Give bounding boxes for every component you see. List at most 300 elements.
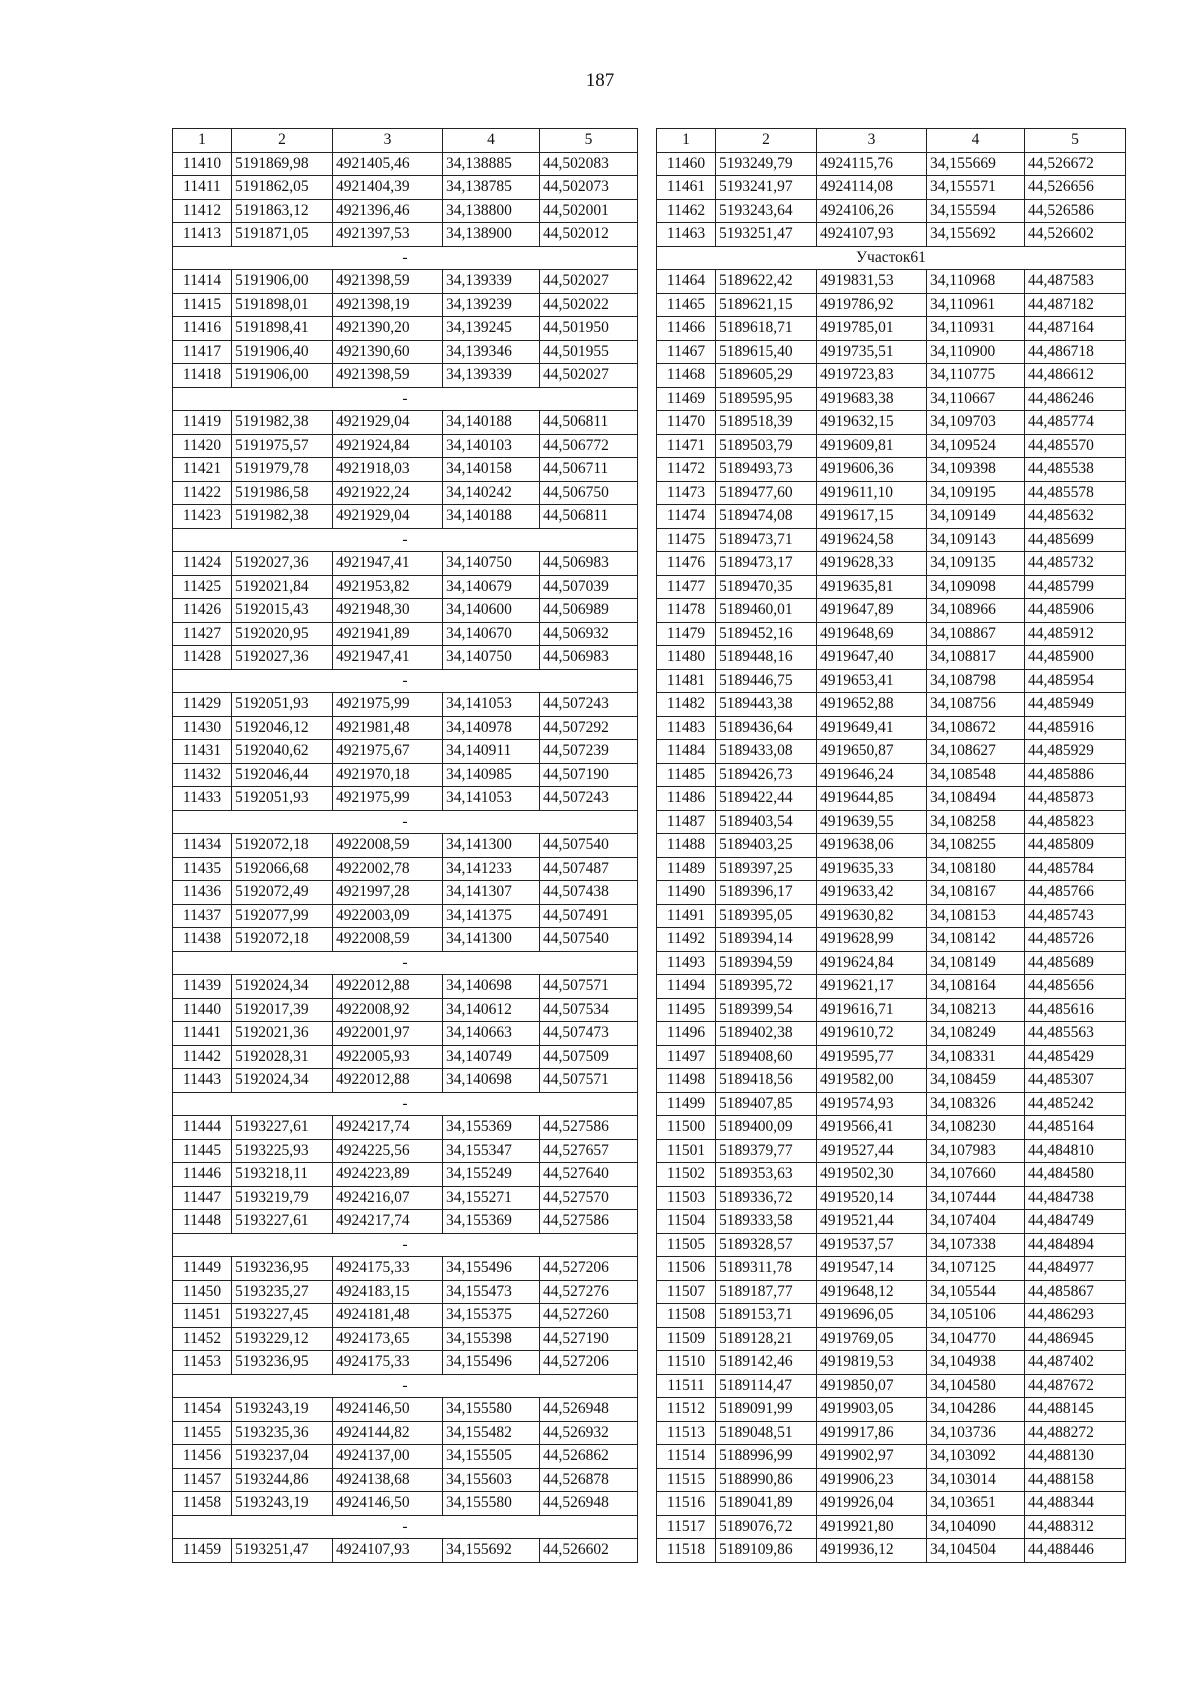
coordinate-cell: 5192077,99 (232, 904, 333, 928)
table-body-right (657, 152, 1126, 1562)
coordinate-cell: 4919582,00 (817, 1069, 927, 1093)
coordinate-cell: 4919917,86 (817, 1421, 927, 1445)
point-number-cell: 11458 (173, 1492, 232, 1516)
coordinate-cell: 5189114,47 (716, 1374, 817, 1398)
table-row (173, 716, 638, 740)
coordinate-cell: 4921975,67 (333, 740, 443, 764)
table-row (657, 1351, 1126, 1375)
table-row (173, 1468, 638, 1492)
point-number-cell: 11516 (657, 1492, 716, 1516)
table-row (657, 1327, 1126, 1351)
coordinate-cell: 4924146,50 (333, 1398, 443, 1422)
coordinate-cell: 4922001,97 (333, 1022, 443, 1046)
coordinate-cell: 4919635,33 (817, 857, 927, 881)
coordinate-cell: 34,110667 (927, 387, 1025, 411)
point-number-cell: 11440 (173, 998, 232, 1022)
point-number-cell: 11492 (657, 928, 716, 952)
coordinate-cell: 5192024,34 (232, 1069, 333, 1093)
table-header-row (173, 129, 638, 153)
coordinate-cell: 44,486718 (1025, 340, 1126, 364)
point-number-cell: 11433 (173, 787, 232, 811)
point-number-cell: 11449 (173, 1257, 232, 1281)
coordinate-cell: 44,526656 (1025, 176, 1126, 200)
coordinate-cell: 34,138785 (443, 176, 540, 200)
point-number-cell: 11452 (173, 1327, 232, 1351)
coordinate-cell: 4921396,46 (333, 199, 443, 223)
coordinate-cell: 5189422,44 (716, 787, 817, 811)
coordinate-cell: 5191982,38 (232, 411, 333, 435)
point-number-cell: 11473 (657, 481, 716, 505)
point-number-cell: 11496 (657, 1022, 716, 1046)
coordinate-cell: 34,108756 (927, 693, 1025, 717)
coordinate-cell: 44,485538 (1025, 458, 1126, 482)
coordinate-cell: 34,109398 (927, 458, 1025, 482)
coordinate-cell: 44,486945 (1025, 1327, 1126, 1351)
section-separator-row (173, 1233, 638, 1257)
coordinate-cell: 34,110900 (927, 340, 1025, 364)
coordinate-cell: 44,485743 (1025, 904, 1126, 928)
coordinate-cell: 5192066,68 (232, 857, 333, 881)
coordinate-cell: 34,108867 (927, 622, 1025, 646)
point-number-cell: 11455 (173, 1421, 232, 1445)
point-number-cell: 11466 (657, 317, 716, 341)
table-row (173, 787, 638, 811)
table-row (657, 1421, 1126, 1445)
table-row (657, 458, 1126, 482)
coordinate-cell: 34,108213 (927, 998, 1025, 1022)
coordinate-cell: 34,140750 (443, 552, 540, 576)
table-row (657, 340, 1126, 364)
coordinate-cell: 34,140985 (443, 763, 540, 787)
coordinate-cell: 4924107,93 (333, 1539, 443, 1563)
coordinate-cell: 5189477,60 (716, 481, 817, 505)
point-number-cell: 11515 (657, 1468, 716, 1492)
coordinate-cell: 44,527206 (540, 1257, 638, 1281)
coordinate-cell: 34,109135 (927, 552, 1025, 576)
coordinate-cell: 4919606,36 (817, 458, 927, 482)
coordinate-cell: 5189474,08 (716, 505, 817, 529)
coordinate-cell: 4924175,33 (333, 1257, 443, 1281)
point-number-cell: 11457 (173, 1468, 232, 1492)
coordinate-cell: 34,104504 (927, 1539, 1025, 1563)
point-number-cell: 11434 (173, 834, 232, 858)
point-number-cell: 11495 (657, 998, 716, 1022)
coordinate-cell: 5192021,84 (232, 575, 333, 599)
coordinate-cell: 44,485563 (1025, 1022, 1126, 1046)
coordinate-cell: 44,502083 (540, 152, 638, 176)
coordinate-cell: 34,108548 (927, 763, 1025, 787)
coordinate-cell: 5189041,89 (716, 1492, 817, 1516)
point-number-cell: 11446 (173, 1163, 232, 1187)
table-row (657, 270, 1126, 294)
section-separator: - (173, 1092, 638, 1116)
coordinate-cell: 5189446,75 (716, 669, 817, 693)
coordinate-cell: 5192051,93 (232, 787, 333, 811)
coordinate-cell: 4919610,72 (817, 1022, 927, 1046)
coordinate-cell: 44,485912 (1025, 622, 1126, 646)
table-row (173, 1398, 638, 1422)
coordinate-cell: 34,108255 (927, 834, 1025, 858)
coordinate-cell: 4921975,99 (333, 787, 443, 811)
coordinate-cell: 4919624,84 (817, 951, 927, 975)
col-header-3: 3 (333, 129, 443, 153)
coordinate-cell: 34,155369 (443, 1116, 540, 1140)
coordinate-cell: 5189353,63 (716, 1163, 817, 1187)
coordinate-cell: 4921975,99 (333, 693, 443, 717)
coordinate-cell: 4919683,38 (817, 387, 927, 411)
coordinate-cell: 44,526586 (1025, 199, 1126, 223)
table-row (173, 1492, 638, 1516)
table-row (657, 928, 1126, 952)
point-number-cell: 11417 (173, 340, 232, 364)
point-number-cell: 11464 (657, 270, 716, 294)
col-header-2: 2 (716, 129, 817, 153)
coordinate-cell: 5192021,36 (232, 1022, 333, 1046)
table-row (173, 176, 638, 200)
coordinate-cell: 4919639,55 (817, 810, 927, 834)
coordinate-cell: 5192072,18 (232, 834, 333, 858)
coordinate-cell: 34,155692 (443, 1539, 540, 1563)
coordinate-cell: 44,526602 (1025, 223, 1126, 247)
table-row (657, 975, 1126, 999)
coordinate-cell: 34,103651 (927, 1492, 1025, 1516)
coordinate-cell: 4922012,88 (333, 975, 443, 999)
coordinate-cell: 44,527260 (540, 1304, 638, 1328)
coordinate-cell: 34,140911 (443, 740, 540, 764)
point-number-cell: 11470 (657, 411, 716, 435)
table-row (173, 1163, 638, 1187)
table-row (657, 1468, 1126, 1492)
table-row (173, 1327, 638, 1351)
coordinate-cell: 5193243,64 (716, 199, 817, 223)
section-separator: - (173, 1233, 638, 1257)
coordinate-cell: 4924114,08 (817, 176, 927, 200)
coordinates-table-left (172, 128, 638, 1563)
coordinate-cell: 44,502022 (540, 293, 638, 317)
coordinate-cell: 5193241,97 (716, 176, 817, 200)
coordinate-cell: 5191982,38 (232, 505, 333, 529)
coordinate-cell: 5193237,04 (232, 1445, 333, 1469)
table-row (657, 1092, 1126, 1116)
coordinate-cell: 44,485307 (1025, 1069, 1126, 1093)
coordinate-cell: 5191871,05 (232, 223, 333, 247)
point-number-cell: 11499 (657, 1092, 716, 1116)
coordinate-cell: 34,155496 (443, 1351, 540, 1375)
point-number-cell: 11480 (657, 646, 716, 670)
coordinate-cell: 5189403,54 (716, 810, 817, 834)
coordinate-cell: 44,485242 (1025, 1092, 1126, 1116)
coordinate-cell: 4921405,46 (333, 152, 443, 176)
coordinate-cell: 34,108180 (927, 857, 1025, 881)
point-number-cell: 11419 (173, 411, 232, 435)
point-number-cell: 11518 (657, 1539, 716, 1563)
table-row (173, 270, 638, 294)
coordinate-cell: 4921398,59 (333, 270, 443, 294)
coordinate-cell: 44,506932 (540, 622, 638, 646)
coordinate-cell: 44,526948 (540, 1398, 638, 1422)
coordinate-cell: 44,485616 (1025, 998, 1126, 1022)
table-row (657, 1398, 1126, 1422)
point-number-cell: 11443 (173, 1069, 232, 1093)
point-number-cell: 11451 (173, 1304, 232, 1328)
coordinate-cell: 34,110968 (927, 270, 1025, 294)
coordinate-cell: 44,484894 (1025, 1233, 1126, 1257)
coordinate-cell: 44,487182 (1025, 293, 1126, 317)
coordinate-cell: 5189473,71 (716, 528, 817, 552)
table-row (657, 1515, 1126, 1539)
coordinate-cell: 44,502027 (540, 270, 638, 294)
table-row (657, 857, 1126, 881)
coordinate-cell: 4924115,76 (817, 152, 927, 176)
table-row (173, 458, 638, 482)
coordinate-cell: 5193218,11 (232, 1163, 333, 1187)
coordinate-cell: 5191862,05 (232, 176, 333, 200)
coordinate-cell: 5189443,38 (716, 693, 817, 717)
coordinate-cell: 4919647,40 (817, 646, 927, 670)
table-row (173, 881, 638, 905)
table-row (657, 1210, 1126, 1234)
point-number-cell: 11517 (657, 1515, 716, 1539)
coordinate-cell: 4919819,53 (817, 1351, 927, 1375)
coordinate-cell: 5193219,79 (232, 1186, 333, 1210)
table-row (173, 1139, 638, 1163)
coordinate-cell: 4921947,41 (333, 552, 443, 576)
coordinate-cell: 4924225,56 (333, 1139, 443, 1163)
coordinate-cell: 5193251,47 (716, 223, 817, 247)
coordinate-cell: 4924137,00 (333, 1445, 443, 1469)
section-separator-row (173, 387, 638, 411)
coordinate-cell: 34,107444 (927, 1186, 1025, 1210)
coordinate-cell: 5192046,12 (232, 716, 333, 740)
point-number-cell: 11467 (657, 340, 716, 364)
coordinate-cell: 4921970,18 (333, 763, 443, 787)
coordinate-cell: 4921953,82 (333, 575, 443, 599)
coordinate-cell: 34,103014 (927, 1468, 1025, 1492)
coordinate-cell: 4921397,53 (333, 223, 443, 247)
point-number-cell: 11504 (657, 1210, 716, 1234)
coordinate-cell: 34,138900 (443, 223, 540, 247)
coordinate-cell: 4924183,15 (333, 1280, 443, 1304)
coordinate-cell: 34,107404 (927, 1210, 1025, 1234)
coordinate-cell: 5189605,29 (716, 364, 817, 388)
section-separator: Участок61 (657, 246, 1126, 270)
coordinate-cell: 44,484749 (1025, 1210, 1126, 1234)
point-number-cell: 11445 (173, 1139, 232, 1163)
coordinate-cell: 44,507534 (540, 998, 638, 1022)
coordinate-cell: 4919520,14 (817, 1186, 927, 1210)
coordinate-cell: 5189400,09 (716, 1116, 817, 1140)
coordinate-cell: 4921404,39 (333, 176, 443, 200)
coordinate-cell: 4919635,81 (817, 575, 927, 599)
coordinate-cell: 4919502,30 (817, 1163, 927, 1187)
coordinate-cell: 5189403,25 (716, 834, 817, 858)
coordinate-cell: 5193236,95 (232, 1351, 333, 1375)
coordinate-cell: 44,507039 (540, 575, 638, 599)
coordinate-cell: 4919926,04 (817, 1492, 927, 1516)
table-row (657, 646, 1126, 670)
coordinate-cell: 34,140663 (443, 1022, 540, 1046)
point-number-cell: 11432 (173, 763, 232, 787)
coordinate-cell: 34,108164 (927, 975, 1025, 999)
coordinate-cell: 44,488130 (1025, 1445, 1126, 1469)
coordinate-cell: 44,506772 (540, 434, 638, 458)
coordinate-cell: 34,155473 (443, 1280, 540, 1304)
point-number-cell: 11456 (173, 1445, 232, 1469)
coordinate-cell: 5191975,57 (232, 434, 333, 458)
coordinate-cell: 44,487672 (1025, 1374, 1126, 1398)
coordinate-cell: 4922005,93 (333, 1045, 443, 1069)
coordinate-cell: 34,109195 (927, 481, 1025, 505)
point-number-cell: 11438 (173, 928, 232, 952)
coordinate-cell: 44,484977 (1025, 1257, 1126, 1281)
coordinate-cell: 44,527586 (540, 1116, 638, 1140)
point-number-cell: 11426 (173, 599, 232, 623)
coordinate-cell: 44,486246 (1025, 387, 1126, 411)
table-row (657, 1116, 1126, 1140)
point-number-cell: 11453 (173, 1351, 232, 1375)
coordinate-cell: 5189595,95 (716, 387, 817, 411)
point-number-cell: 11485 (657, 763, 716, 787)
coordinate-cell: 44,485732 (1025, 552, 1126, 576)
coordinate-cell: 44,526948 (540, 1492, 638, 1516)
coordinate-cell: 44,485774 (1025, 411, 1126, 435)
col-header-1: 1 (173, 129, 232, 153)
coordinate-cell: 44,485699 (1025, 528, 1126, 552)
coordinate-cell: 5192027,36 (232, 646, 333, 670)
coordinate-cell: 5189333,58 (716, 1210, 817, 1234)
coordinate-cell: 4919648,12 (817, 1280, 927, 1304)
point-number-cell: 11429 (173, 693, 232, 717)
coordinate-cell: 34,140103 (443, 434, 540, 458)
coordinate-cell: 4924106,26 (817, 199, 927, 223)
coordinate-cell: 4924217,74 (333, 1116, 443, 1140)
col-header-1: 1 (657, 129, 716, 153)
coordinate-cell: 4919735,51 (817, 340, 927, 364)
section-separator: - (173, 669, 638, 693)
coordinate-cell: 44,507491 (540, 904, 638, 928)
coordinate-cell: 34,155505 (443, 1445, 540, 1469)
point-number-cell: 11441 (173, 1022, 232, 1046)
table-row (657, 763, 1126, 787)
table-row (657, 152, 1126, 176)
point-number-cell: 11461 (657, 176, 716, 200)
table-row (173, 834, 638, 858)
table-row (657, 1163, 1126, 1187)
coordinate-cell: 5189448,16 (716, 646, 817, 670)
table-row (173, 1069, 638, 1093)
coordinate-cell: 34,155249 (443, 1163, 540, 1187)
coordinate-cell: 44,488312 (1025, 1515, 1126, 1539)
point-number-cell: 11420 (173, 434, 232, 458)
coordinate-cell: 34,140698 (443, 1069, 540, 1093)
coordinate-cell: 44,507540 (540, 928, 638, 952)
table-row (657, 1186, 1126, 1210)
coordinate-cell: 34,141053 (443, 787, 540, 811)
coordinate-cell: 44,507571 (540, 975, 638, 999)
coordinate-cell: 5189396,17 (716, 881, 817, 905)
coordinate-cell: 4919624,58 (817, 528, 927, 552)
point-number-cell: 11427 (173, 622, 232, 646)
coordinate-cell: 34,108459 (927, 1069, 1025, 1093)
coordinate-cell: 44,485916 (1025, 716, 1126, 740)
coordinate-cell: 44,527586 (540, 1210, 638, 1234)
coordinate-cell: 5193235,27 (232, 1280, 333, 1304)
coordinate-cell: 44,485164 (1025, 1116, 1126, 1140)
point-number-cell: 11430 (173, 716, 232, 740)
point-number-cell: 11465 (657, 293, 716, 317)
section-separator-row (173, 951, 638, 975)
point-number-cell: 11425 (173, 575, 232, 599)
coordinate-cell: 44,485784 (1025, 857, 1126, 881)
coordinate-cell: 4921922,24 (333, 481, 443, 505)
point-number-cell: 11501 (657, 1139, 716, 1163)
table-row (657, 904, 1126, 928)
coordinate-cell: 5189460,01 (716, 599, 817, 623)
coordinate-cell: 4919906,23 (817, 1468, 927, 1492)
coordinate-cell: 34,103092 (927, 1445, 1025, 1469)
point-number-cell: 11508 (657, 1304, 716, 1328)
point-number-cell: 11414 (173, 270, 232, 294)
coordinate-cell: 44,507487 (540, 857, 638, 881)
coordinate-cell: 44,507571 (540, 1069, 638, 1093)
section-separator-row (173, 1374, 638, 1398)
coordinate-cell: 34,110775 (927, 364, 1025, 388)
point-number-cell: 11411 (173, 176, 232, 200)
coordinate-cell: 5189328,57 (716, 1233, 817, 1257)
coordinate-cell: 44,527570 (540, 1186, 638, 1210)
coordinate-cell: 44,485929 (1025, 740, 1126, 764)
coordinate-cell: 44,484810 (1025, 1139, 1126, 1163)
coordinate-cell: 44,485726 (1025, 928, 1126, 952)
section-separator: - (173, 528, 638, 552)
coordinate-cell: 4919653,41 (817, 669, 927, 693)
coordinate-cell: 34,140188 (443, 505, 540, 529)
coordinate-cell: 34,105106 (927, 1304, 1025, 1328)
point-number-cell: 11490 (657, 881, 716, 905)
coordinate-cell: 34,155496 (443, 1257, 540, 1281)
coordinate-cell: 5191986,58 (232, 481, 333, 505)
page-number: 187 (585, 70, 615, 91)
table-row (173, 975, 638, 999)
coordinate-cell: 44,527206 (540, 1351, 638, 1375)
coordinate-cell: 34,155669 (927, 152, 1025, 176)
section-separator: - (173, 1374, 638, 1398)
point-number-cell: 11444 (173, 1116, 232, 1140)
table-row (657, 599, 1126, 623)
coordinate-cell: 34,155271 (443, 1186, 540, 1210)
table-row (657, 481, 1126, 505)
point-number-cell: 11437 (173, 904, 232, 928)
section-separator: - (173, 246, 638, 270)
coordinate-cell: 34,155692 (927, 223, 1025, 247)
table-row (657, 1233, 1126, 1257)
table-row (657, 1257, 1126, 1281)
coordinate-cell: 5191863,12 (232, 199, 333, 223)
point-number-cell: 11505 (657, 1233, 716, 1257)
coordinate-cell: 34,108249 (927, 1022, 1025, 1046)
coordinate-cell: 5192017,39 (232, 998, 333, 1022)
coordinate-cell: 34,104090 (927, 1515, 1025, 1539)
section-separator-row (173, 246, 638, 270)
coordinate-cell: 4921997,28 (333, 881, 443, 905)
coordinate-cell: 34,140612 (443, 998, 540, 1022)
coordinate-cell: 34,109149 (927, 505, 1025, 529)
table-body-left (173, 152, 638, 1562)
table-row (657, 317, 1126, 341)
coordinate-cell: 5191906,40 (232, 340, 333, 364)
point-number-cell: 11511 (657, 1374, 716, 1398)
coordinate-cell: 44,485656 (1025, 975, 1126, 999)
